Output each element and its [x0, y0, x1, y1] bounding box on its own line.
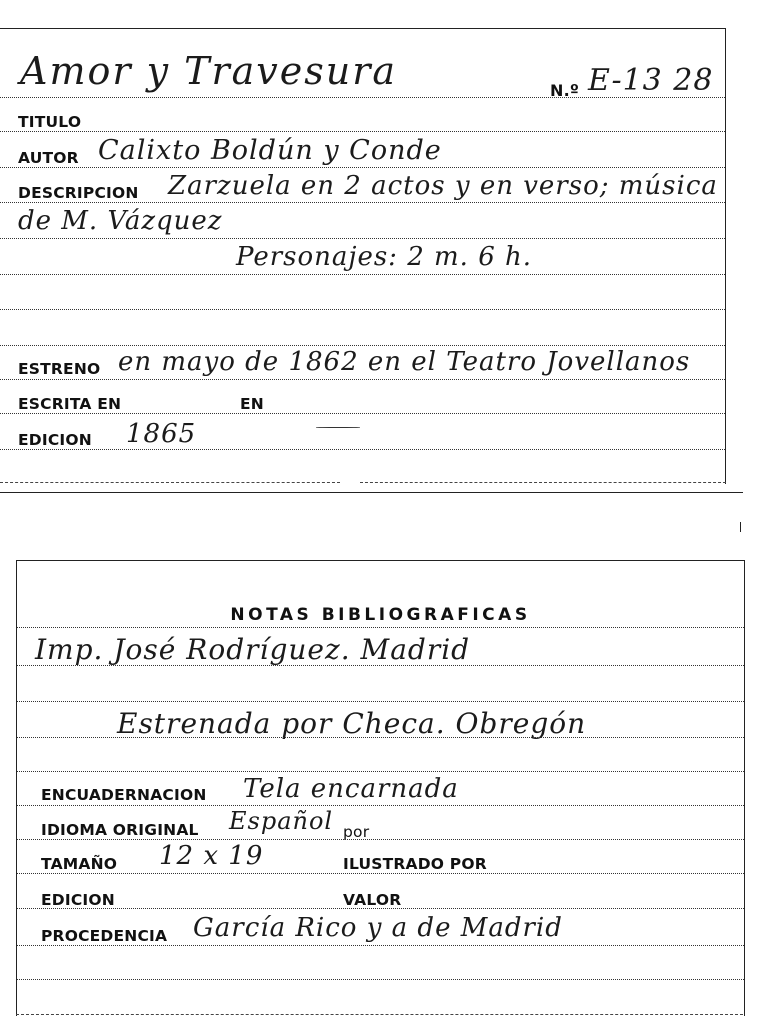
- autor-label: AUTOR: [18, 149, 79, 167]
- notes-handwritten-2: Estrenada por Checa. Obregón: [117, 707, 587, 740]
- dotted-rule: [17, 805, 744, 806]
- tamano-handwritten: 12 x 19: [159, 841, 264, 871]
- valor-label: VALOR: [343, 891, 402, 909]
- idioma-label: IDIOMA ORIGINAL: [41, 821, 199, 839]
- dotted-rule: [0, 131, 725, 132]
- notes-handwritten-1: Imp. José Rodríguez. Madrid: [35, 633, 471, 666]
- en-label: EN: [240, 395, 264, 413]
- card-edge-mark: [740, 522, 741, 532]
- dotted-rule: [17, 908, 744, 909]
- dotted-rule: [17, 771, 744, 772]
- edicion2-label: EDICION: [41, 891, 115, 909]
- dotted-rule: [0, 449, 725, 450]
- dotted-rule: [0, 274, 725, 275]
- card-bottom-edge: [16, 1014, 743, 1015]
- descripcion-label: DESCRIPCION: [18, 184, 139, 202]
- por-label: por: [343, 823, 370, 841]
- dotted-rule: [0, 345, 725, 346]
- ilustrado-label: ILUSTRADO POR: [343, 855, 487, 873]
- ink-mark: [316, 427, 360, 428]
- dotted-rule: [0, 97, 725, 98]
- estreno-label: ESTRENO: [18, 360, 101, 378]
- dotted-rule: [0, 309, 725, 310]
- dotted-rule: [0, 202, 725, 203]
- dotted-rule: [0, 379, 725, 380]
- edicion-label: EDICION: [18, 431, 92, 449]
- dotted-rule: [17, 701, 744, 702]
- autor-handwritten: Calixto Boldún y Conde: [98, 135, 442, 166]
- dotted-rule: [17, 665, 744, 666]
- dotted-rule: [17, 839, 744, 840]
- title-handwritten: Amor y Travesura: [20, 49, 398, 93]
- estreno-handwritten: en mayo de 1862 en el Teatro Jovellanos: [118, 347, 691, 377]
- descripcion-handwritten-2: de M. Vázquez: [18, 206, 223, 236]
- titulo-label: TITULO: [18, 113, 82, 131]
- dotted-rule: [0, 238, 725, 239]
- tamano-label: TAMAÑO: [41, 855, 118, 873]
- dotted-rule: [17, 627, 744, 628]
- catalog-card-front: [0, 28, 726, 484]
- dotted-rule: [17, 945, 744, 946]
- dotted-rule: [17, 737, 744, 738]
- card-bottom-edge: [360, 482, 726, 483]
- notas-heading: NOTAS BIBLIOGRAFICAS: [230, 605, 531, 625]
- catalog-card-back: [16, 560, 745, 1016]
- card-divider: [0, 492, 743, 493]
- escrita-label: ESCRITA EN: [18, 395, 122, 413]
- number-label: N.º: [550, 81, 580, 100]
- dotted-rule: [0, 413, 725, 414]
- dotted-rule: [17, 873, 744, 874]
- personajes-handwritten: Personajes: 2 m. 6 h.: [236, 242, 533, 272]
- procedencia-handwritten: García Rico y a de Madrid: [193, 913, 563, 943]
- catalog-number: E-13 28: [588, 63, 714, 98]
- card-bottom-edge: [0, 482, 340, 483]
- encuadernacion-handwritten: Tela encarnada: [243, 774, 459, 804]
- idioma-handwritten: Español: [229, 807, 334, 835]
- descripcion-handwritten-1: Zarzuela en 2 actos y en verso; música: [168, 171, 718, 201]
- dotted-rule: [0, 167, 725, 168]
- dotted-rule: [17, 979, 744, 980]
- procedencia-label: PROCEDENCIA: [41, 927, 168, 945]
- encuadernacion-label: ENCUADERNACION: [41, 786, 207, 804]
- edicion-handwritten: 1865: [126, 419, 197, 449]
